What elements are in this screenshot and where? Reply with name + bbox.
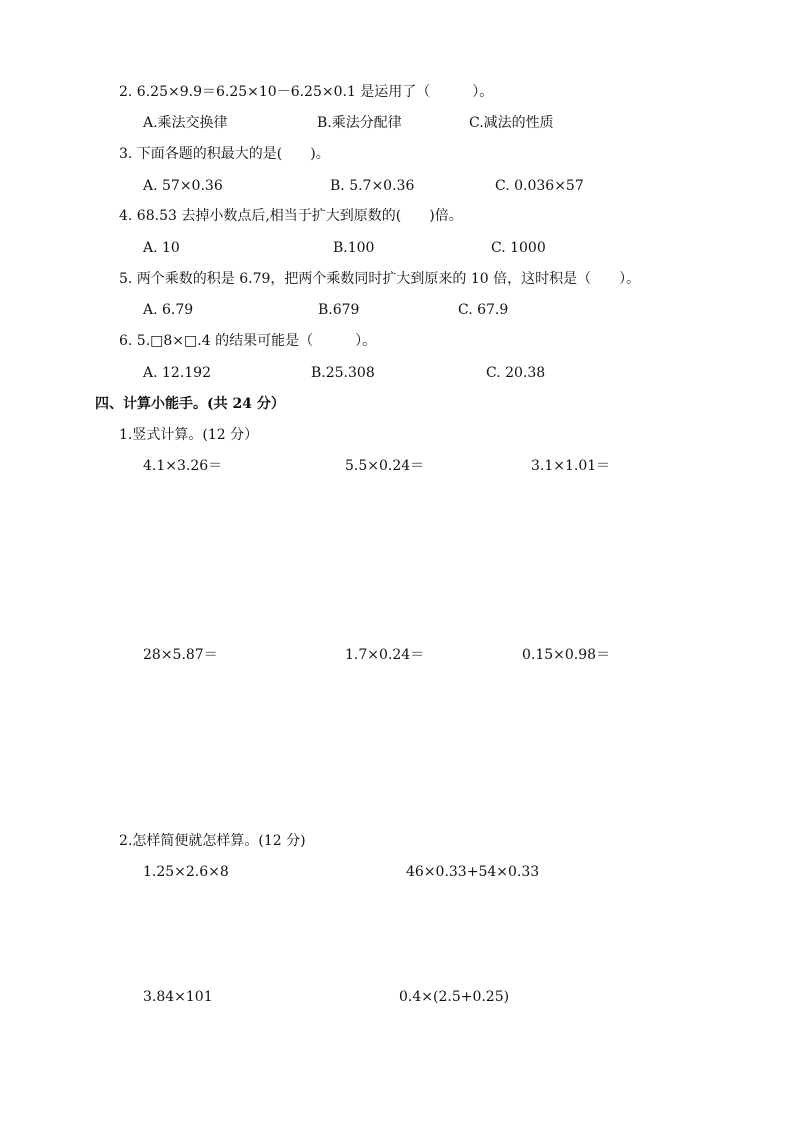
question-4-option-b: B.100 [333, 240, 375, 256]
vertical-calc-1: 4.1×3.26＝ [143, 458, 223, 474]
vertical-calc-2: 5.5×0.24＝ [345, 458, 425, 474]
simplify-calc-3: 3.84×101 [143, 989, 213, 1005]
part-1-title: 1.竖式计算。(12 分） [119, 427, 259, 443]
question-4-stem: 4. 68.53 去掉小数点后,相当于扩大到原数的( )倍。 [119, 208, 463, 224]
question-2-option-b: B.乘法分配律 [317, 115, 402, 131]
simplify-calc-4: 0.4×(2.5+0.25) [399, 989, 510, 1005]
question-3-option-a: A. 57×0.36 [143, 178, 223, 194]
vertical-calc-4: 28×5.87＝ [143, 647, 218, 663]
question-5-option-a: A. 6.79 [143, 302, 194, 318]
question-6-stem: 6. 5.□8×□.4 的结果可能是（ ）。 [119, 333, 377, 349]
question-4-option-c: C. 1000 [491, 240, 546, 256]
question-3-option-b: B. 5.7×0.36 [330, 178, 415, 194]
question-3-stem: 3. 下面各题的积最大的是( )。 [119, 146, 330, 162]
question-6-option-a: A. 12.192 [143, 365, 211, 381]
question-5-option-c: C. 67.9 [458, 302, 509, 318]
question-6-option-c: C. 20.38 [486, 365, 546, 381]
section-4-title: 四、计算小能手。(共 24 分） [95, 396, 285, 412]
question-5-option-b: B.679 [318, 302, 360, 318]
question-6-option-b: B.25.308 [311, 365, 375, 381]
question-4-option-a: A. 10 [143, 240, 180, 256]
vertical-calc-3: 3.1×1.01＝ [531, 458, 611, 474]
simplify-calc-2: 46×0.33+54×0.33 [406, 864, 540, 880]
simplify-calc-1: 1.25×2.6×8 [143, 864, 229, 880]
part-2-title: 2.怎样简便就怎样算。(12 分) [119, 833, 306, 849]
question-3-option-c: C. 0.036×57 [495, 178, 584, 194]
question-5-stem: 5. 两个乘数的积是 6.79，把两个乘数同时扩大到原来的 10 倍，这时积是（ ）。 [119, 271, 641, 287]
question-2-option-c: C.减法的性质 [469, 115, 554, 131]
question-2-option-a: A.乘法交换律 [143, 115, 228, 131]
vertical-calc-5: 1.7×0.24＝ [345, 647, 425, 663]
vertical-calc-6: 0.15×0.98＝ [522, 647, 611, 663]
question-2-stem: 2. 6.25×9.9＝6.25×10－6.25×0.1 是运用了（ ）。 [119, 84, 494, 100]
